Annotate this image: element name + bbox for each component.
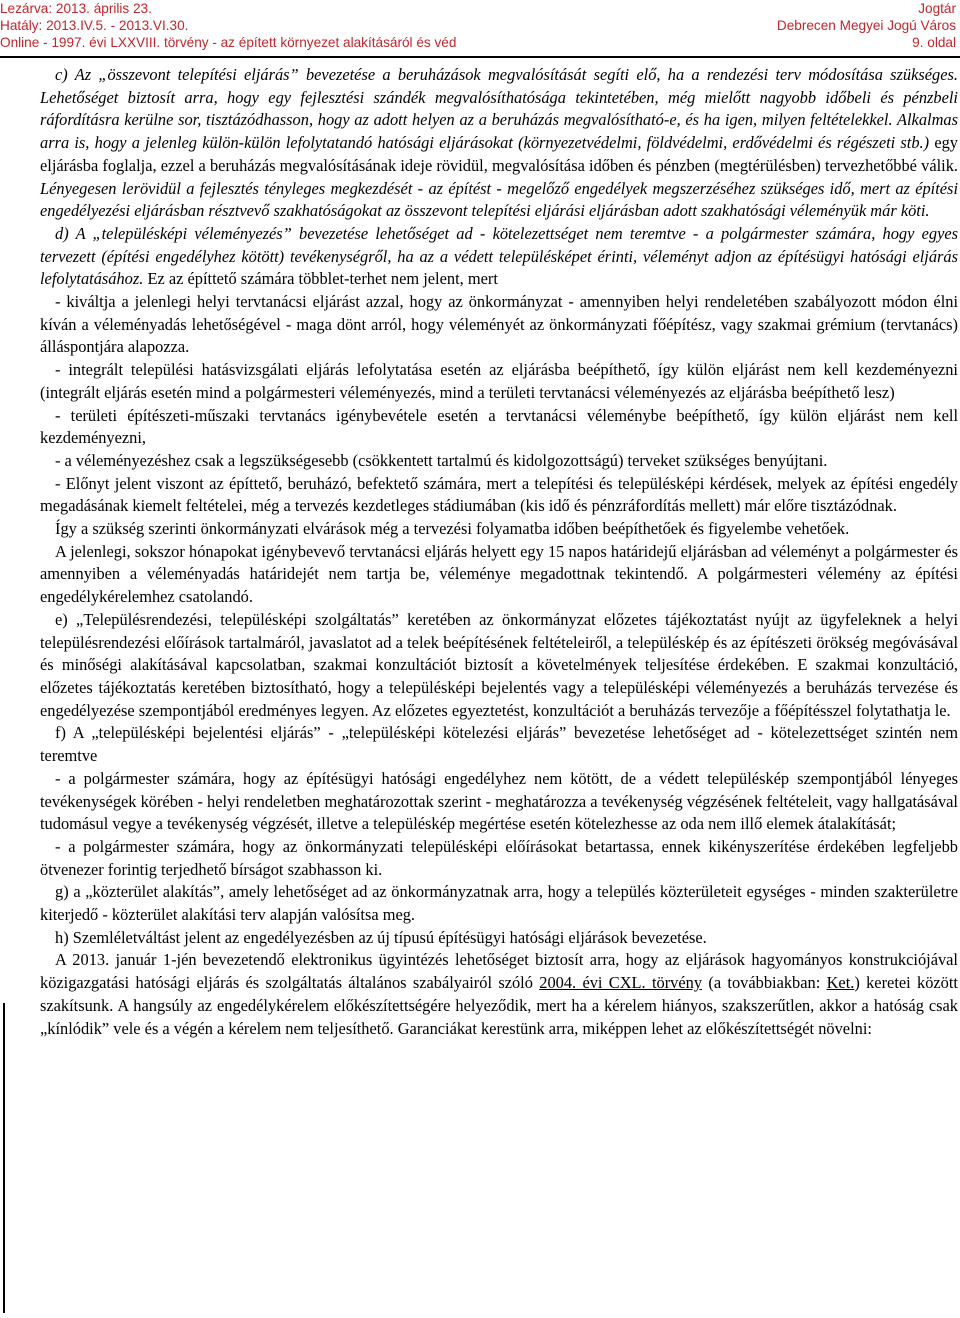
paragraph-d-upright: Ez az építtető számára többlet-terhet nem jelent, mert (143, 269, 498, 289)
abbrev-link-ket[interactable]: Ket. (826, 973, 855, 993)
header-left (0, 0, 456, 51)
list-item: - a véleményezéshez csak a legszükségesebb (csökkentett tartalmú és kidolgozottságú) terveket szükséges benyújtani. (55, 450, 828, 470)
paragraph: A jelenlegi, sokszor hónapokat igénybevevő tervtanácsi eljárás helyett egy 15 napos határidejű eljárásban ad véleményt a polgármester és amennyiben a véleményadás határidejét nem tartja be, véleménye megadottnak tekintendő. A polgármesteri vélemény az építési engedélykérelemhez csatolandó. (40, 541, 958, 607)
paragraph-d (40, 223, 958, 291)
paragraph-e: e) „Településrendezési, településképi szolgáltatás” keretében az önkormányzat előzetes tájékoztatást nyújt az ügyfeleknek a helyi településrendezési előírások tartalmáról, javaslatot ad a telek beépítésének feltételeiről, a településkép és az építészeti örökség megóvásával és minőségi alakításával kapcsolatban, szakmai konzultációt biztosít a követelmények teljesítése érdekében. E szakmai konzultáció, előzetes tájékoztatás keretében biztosítható, hogy a településképi bejelentés vagy a településképi véleményezés a beruházás tervezése és engedélyezése szempontjából eredményes legyen. Az előzetes egyeztetést, konzultációt a beruházás tervezője a főépítésszel folytathatja le. (40, 609, 958, 720)
change-marker-bar (3, 1003, 5, 1313)
header-validity: Hatály: 2013.IV.5. - 2013.VI.30. (0, 18, 189, 33)
list-item: - a polgármester számára, hogy az önkormányzati településképi előírásokat betartassa, ennek kikényszerítése érdekében legfeljebb ötvenezer forintig terjedhető bírságot szabhasson ki. (40, 836, 958, 879)
paragraph-c-italic: c) Az „összevont telepítési eljárás” bevezetése a beruházások megvalósítását segíti elő, ha a rendezési terv módosítása szükséges. Lehetőséget biztosít arra, hogy egy fejlesztési szándék megvalósíthatósága tekintetében, még mielőtt nagyobb időbeli és pénzbeli ráfordításra kerülne sor, tisztázódhasson, hogy az adott helyen az a beruházás megvalósítható-e, és ha igen, milyen feltételekkel. Alkalmas arra is, hogy a jelenleg külön-külön lefolytatandó hatósági eljárásokat (környezetvédelmi, földvédelmi, erdővédelmi és régészeti stb.) (40, 65, 958, 153)
page-number: 9. oldal (912, 35, 956, 50)
paragraph: Így a szükség szerinti önkormányzati elvárások még a tervezési folyamatba időben beépíthetőek és figyelembe vehetőek. (55, 519, 850, 539)
paragraph-d-italic: d) A „településképi véleményezés” bevezetése lehetőséget ad - kötelezettséget nem teremtve - a polgármester számára, hogy egyes tervezett (építési engedélyhez kötött) tevékenységről, ha az a védett településképet érinti, véleményt adjon az építésügyi hatósági eljárás lefolytatásához. (40, 223, 958, 289)
document-body (40, 64, 958, 1040)
paragraph-g: g) a „közterület alakítás”, amely lehetőséget ad az önkormányzatnak arra, hogy a település közterületeit egységes - minden szakterületre kiterjedő - közterület alakítási terv alapján valósítsa meg. (40, 882, 958, 925)
header-right (777, 0, 956, 51)
header-organization: Debrecen Megyei Jogú Város (776, 18, 956, 33)
header-law-title: Online - 1997. évi LXXVIII. törvény - az épített környezet alakításáról és véd (0, 35, 457, 50)
paragraph-c-italic-end: Lényegesen lerövidül a fejlesztés tényleges megkezdését - az építést - megelőző engedélyek megszerzéséhez szükséges idő, mert az építési engedélyezési eljárásban résztvevő szakhatóságokat az összevont telepítési eljárási eljárásban adott szakhatósági véleményük már köti. (40, 178, 958, 221)
document-header (0, 0, 960, 60)
list-item: - Előnyt jelent viszont az építtető, beruházó, befektető számára, mert a telepítési és településképi kérdések, melyek az építési engedély megadásának kiemelt feltételei, még a tervezés kezdetleges stádiumában (kis idő és pénzráfordítás mellett) már előre tisztázódnak. (40, 473, 958, 516)
paragraph-2013-text: A 2013. január 1-jén bevezetendő elektronikus ügyintézés lehetőséget biztosít arra, hogy az eljárások hagyományos konstrukciójával közigazgatási hatósági eljárás és szolgáltatás általános szabályairól szóló (40, 950, 958, 993)
list-item: - kiváltja a jelenlegi helyi tervtanácsi eljárást azzal, hogy az önkormányzat - amennyiben helyi rendeletében szabályozott módon élni kíván a véleményadás lehetőségével - maga dönt arról, hogy véleményét az önkormányzati főépítész, vagy szakmai grémium (tervtanács) álláspontjára alapozza. (40, 292, 958, 357)
list-item: - a polgármester számára, hogy az építésügyi hatósági engedélyhez nem kötött, de a védett településkép szempontjából lényeges tevékenységek körében - helyi rendeletben meghatározottak szerint - meghatározza a tevékenység végzésének feltételeit, vagy hallgatásával tudomásul vegye a tevékenység végzését, illetve a településkép megértése esetén kötelezhesse az oda nem illő elemek átalakítását; (40, 768, 958, 834)
list-item: - területi építészeti-műszaki tervtanács igénybevétele esetén a tervtanácsi véleménybe beépíthető, így külön eljárást nem kell kezdeményezni, (40, 405, 958, 448)
header-publisher: Jogtár (918, 1, 956, 16)
paragraph-2013-text-2: (a továbbiakban: (702, 973, 827, 993)
list-item: - integrált települési hatásvizsgálati eljárás lefolytatása esetén az eljárásba beépíthető, így külön eljárást nem kell kezdeményezni (integrált eljárás esetén mind a polgármesteri véleményezés, mind a területi tervtanácsi véleményezés az eljárásba beépíthető lesz) (40, 360, 958, 402)
paragraph-c-upright: egy eljárásba foglalja, ezzel a beruházás megvalósításának ideje rövidül, megvalósítása időben és pénzben (megtérülésben) tervezhetőbbé válik. (40, 133, 958, 175)
law-link-ket[interactable]: 2004. évi CXL. törvény (539, 973, 703, 993)
paragraph-2013 (40, 949, 958, 1040)
paragraph-f: f) A „településképi bejelentési eljárás” - „településképi kötelezési eljárás” bevezetése lehetőséget ad - kötelezettséget szintén nem teremtve (40, 723, 958, 766)
paragraph-2013-text-3: ) keretei között szakítsunk. A hangsúly az engedélykérelem előkészítettségére helyeződik, mert ha a kérelem hiányos, szakszerűtlen, akkor a hatóság csak „kínlódik” vele és a végén a kérelem nem teljesíthető. Garanciákat kerestünk arra, miképpen lehet az előkészítettségét növelni: (40, 973, 958, 1038)
header-divider (0, 56, 960, 58)
paragraph-c (40, 64, 958, 223)
header-closed-date: Lezárva: 2013. április 23. (0, 1, 152, 16)
paragraph-h: h) Szemléletváltást jelent az engedélyezésben az új típusú építésügyi hatósági eljárások bevezetése. (55, 927, 707, 947)
